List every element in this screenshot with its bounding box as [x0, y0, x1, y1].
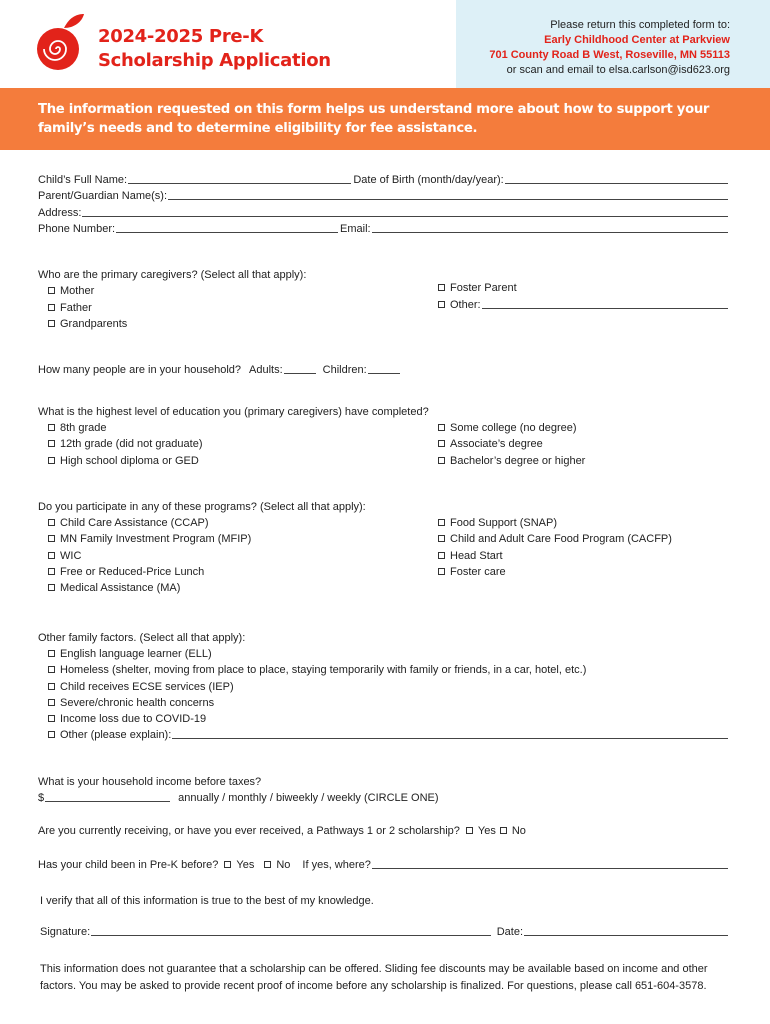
other-factor-field[interactable]	[172, 727, 728, 739]
household-row	[38, 362, 730, 378]
prek-question: Has your child been in Pre-K before?	[38, 858, 219, 871]
checkbox[interactable]	[438, 519, 445, 526]
caregivers-left	[38, 283, 438, 332]
factors-question: Other family factors. (Select all that apply):	[38, 631, 246, 644]
info-banner: The information requested on this form helps us understand more about how to support your family’s needs and to determine eligibility for fee assistance.	[0, 88, 770, 150]
factors-options	[38, 646, 730, 744]
date-label: Date:	[496, 926, 523, 939]
checkbox[interactable]	[438, 535, 445, 542]
form-body	[38, 172, 730, 995]
programs-left	[38, 515, 438, 596]
checkbox[interactable]	[48, 666, 55, 673]
income-frequency-options[interactable]: annually / monthly / biweekly / weekly (CIRCLE ONE)	[178, 792, 439, 805]
programs-options	[38, 515, 730, 596]
pathways-row	[38, 823, 730, 839]
checkbox[interactable]	[48, 535, 55, 542]
option-father[interactable]: Father	[48, 300, 438, 316]
page-header	[0, 0, 770, 88]
option-snap[interactable]: Food Support (SNAP)	[438, 515, 730, 531]
option-other[interactable]: Other:	[438, 297, 730, 313]
option-head-start[interactable]: Head Start	[438, 548, 730, 564]
signature-label: Signature:	[40, 926, 91, 939]
email-field[interactable]	[372, 221, 728, 233]
address-field[interactable]	[82, 205, 728, 217]
option-medical[interactable]: Medical Assistance (MA)	[48, 580, 438, 596]
child-name-label: Child’s Full Name:	[38, 174, 128, 186]
prek-row	[38, 857, 730, 873]
pathways-no[interactable]: No	[500, 823, 526, 839]
phone-row	[38, 221, 730, 237]
programs-right	[438, 515, 730, 596]
checkbox[interactable]	[48, 552, 55, 559]
checkbox[interactable]	[438, 552, 445, 559]
option-mfip[interactable]: MN Family Investment Program (MFIP)	[48, 531, 438, 547]
income-row	[38, 790, 730, 806]
option-cacfp[interactable]: Child and Adult Care Food Program (CACFP)	[438, 531, 730, 547]
dob-field[interactable]	[505, 172, 728, 184]
option-foster-parent[interactable]: Foster Parent	[438, 280, 730, 296]
checkbox[interactable]	[48, 320, 55, 327]
checkbox[interactable]	[48, 584, 55, 591]
education-options	[38, 420, 730, 469]
income-question: What is your household income before taxes?	[38, 775, 262, 788]
option-ccap[interactable]: Child Care Assistance (CCAP)	[48, 515, 438, 531]
phone-field[interactable]	[116, 221, 338, 233]
income-field[interactable]	[45, 790, 170, 802]
checkbox[interactable]	[48, 304, 55, 311]
option-ecse[interactable]: Child receives ECSE services (IEP)	[48, 679, 730, 695]
disclaimer: This information does not guarantee that a scholarship can be offered. Sliding fee discounts may be available based on income and other factors. You may be asked to provide recent proof of income before any scholarship is finalized. For questions, please call 651-604-3578.	[40, 962, 708, 992]
checkbox[interactable]	[48, 519, 55, 526]
apple-logo-icon	[34, 12, 88, 72]
phone-label: Phone Number:	[38, 222, 116, 235]
option-other-factor[interactable]: Other (please explain):	[48, 727, 730, 743]
household-question: How many people are in your household?	[38, 364, 242, 377]
option-high-school[interactable]: High school diploma or GED	[48, 453, 438, 469]
option-bachelors[interactable]: Bachelor’s degree or higher	[438, 453, 730, 469]
checkbox[interactable]	[224, 861, 231, 868]
option-12th-grade[interactable]: 12th grade (did not graduate)	[48, 436, 438, 452]
return-address-box	[456, 0, 770, 88]
title-line-1: 2024-2025 Pre-K	[98, 26, 264, 47]
checkbox[interactable]	[264, 861, 271, 868]
email-label: Email:	[340, 222, 371, 235]
prek-where-label: If yes, where?	[302, 858, 371, 871]
checkbox[interactable]	[48, 650, 55, 657]
dollar-sign: $	[38, 792, 45, 805]
date-field[interactable]	[524, 924, 728, 936]
signature-row	[38, 924, 730, 940]
option-mother[interactable]: Mother	[48, 283, 438, 299]
verify-statement: I verify that all of this information is true to the best of my knowledge.	[40, 894, 374, 907]
checkbox[interactable]	[438, 301, 445, 308]
caregivers-right	[438, 283, 730, 332]
checkbox[interactable]	[48, 457, 55, 464]
dob-label: Date of Birth (month/day/year):	[353, 174, 504, 186]
page-title	[98, 25, 331, 73]
prek-where-field[interactable]	[372, 857, 728, 869]
checkbox[interactable]	[48, 568, 55, 575]
option-some-college[interactable]: Some college (no degree)	[438, 420, 730, 436]
prek-no[interactable]: No	[264, 857, 290, 873]
option-foster-care[interactable]: Foster care	[438, 564, 730, 580]
pathways-yes[interactable]: Yes	[466, 823, 496, 839]
option-ell[interactable]: English language learner (ELL)	[48, 646, 730, 662]
checkbox[interactable]	[48, 715, 55, 722]
adults-field[interactable]	[284, 362, 316, 374]
child-name-row	[38, 172, 730, 188]
checkbox[interactable]	[466, 827, 473, 834]
pathways-question: Are you currently receiving, or have you ever received, a Pathways 1 or 2 scholarship?	[38, 825, 460, 838]
signature-field[interactable]	[91, 924, 491, 936]
title-line-2: Scholarship Application	[98, 50, 331, 71]
checkbox[interactable]	[438, 440, 445, 447]
education-question: What is the highest level of education you (primary caregivers) have completed?	[38, 405, 429, 418]
programs-question: Do you participate in any of these programs? (Select all that apply):	[38, 500, 366, 513]
education-right	[438, 420, 730, 469]
checkbox[interactable]	[48, 683, 55, 690]
checkbox[interactable]	[48, 731, 55, 738]
child-name-field[interactable]	[128, 172, 351, 184]
other-caregiver-field[interactable]	[482, 297, 728, 309]
checkbox[interactable]	[438, 284, 445, 291]
option-covid[interactable]: Income loss due to COVID-19	[48, 711, 730, 727]
option-8th-grade[interactable]: 8th grade	[48, 420, 438, 436]
checkbox[interactable]	[438, 424, 445, 431]
checkbox[interactable]	[48, 440, 55, 447]
checkbox[interactable]	[48, 699, 55, 706]
address-row	[38, 205, 730, 221]
prek-yes[interactable]: Yes	[224, 857, 254, 873]
checkbox[interactable]	[438, 457, 445, 464]
option-homeless[interactable]: Homeless (shelter, moving from place to place, staying temporarily with family or friends, in a car, hotel, etc.)	[48, 662, 730, 678]
children-field[interactable]	[368, 362, 400, 374]
return-line-3: 701 County Road B West, Roseville, MN 55113	[489, 49, 730, 61]
checkbox[interactable]	[438, 568, 445, 575]
adults-label: Adults:	[249, 364, 283, 377]
return-line-2: Early Childhood Center at Parkview	[544, 34, 730, 46]
children-label: Children:	[322, 364, 367, 377]
caregivers-options	[38, 283, 730, 332]
option-lunch[interactable]: Free or Reduced-Price Lunch	[48, 564, 438, 580]
option-wic[interactable]: WIC	[48, 548, 438, 564]
guardian-row	[38, 188, 730, 204]
address-label: Address:	[38, 206, 82, 219]
education-left	[38, 420, 438, 469]
option-associates[interactable]: Associate’s degree	[438, 436, 730, 452]
return-line-1: Please return this completed form to:	[550, 19, 730, 31]
checkbox[interactable]	[48, 424, 55, 431]
return-line-4: or scan and email to elsa.carlson@isd623.org	[506, 64, 730, 76]
caregivers-question: Who are the primary caregivers? (Select all that apply):	[38, 269, 307, 282]
checkbox[interactable]	[48, 287, 55, 294]
guardian-label: Parent/Guardian Name(s):	[38, 190, 167, 203]
guardian-field[interactable]	[168, 188, 728, 200]
option-health[interactable]: Severe/chronic health concerns	[48, 695, 730, 711]
option-grandparents[interactable]: Grandparents	[48, 316, 438, 332]
checkbox[interactable]	[500, 827, 507, 834]
